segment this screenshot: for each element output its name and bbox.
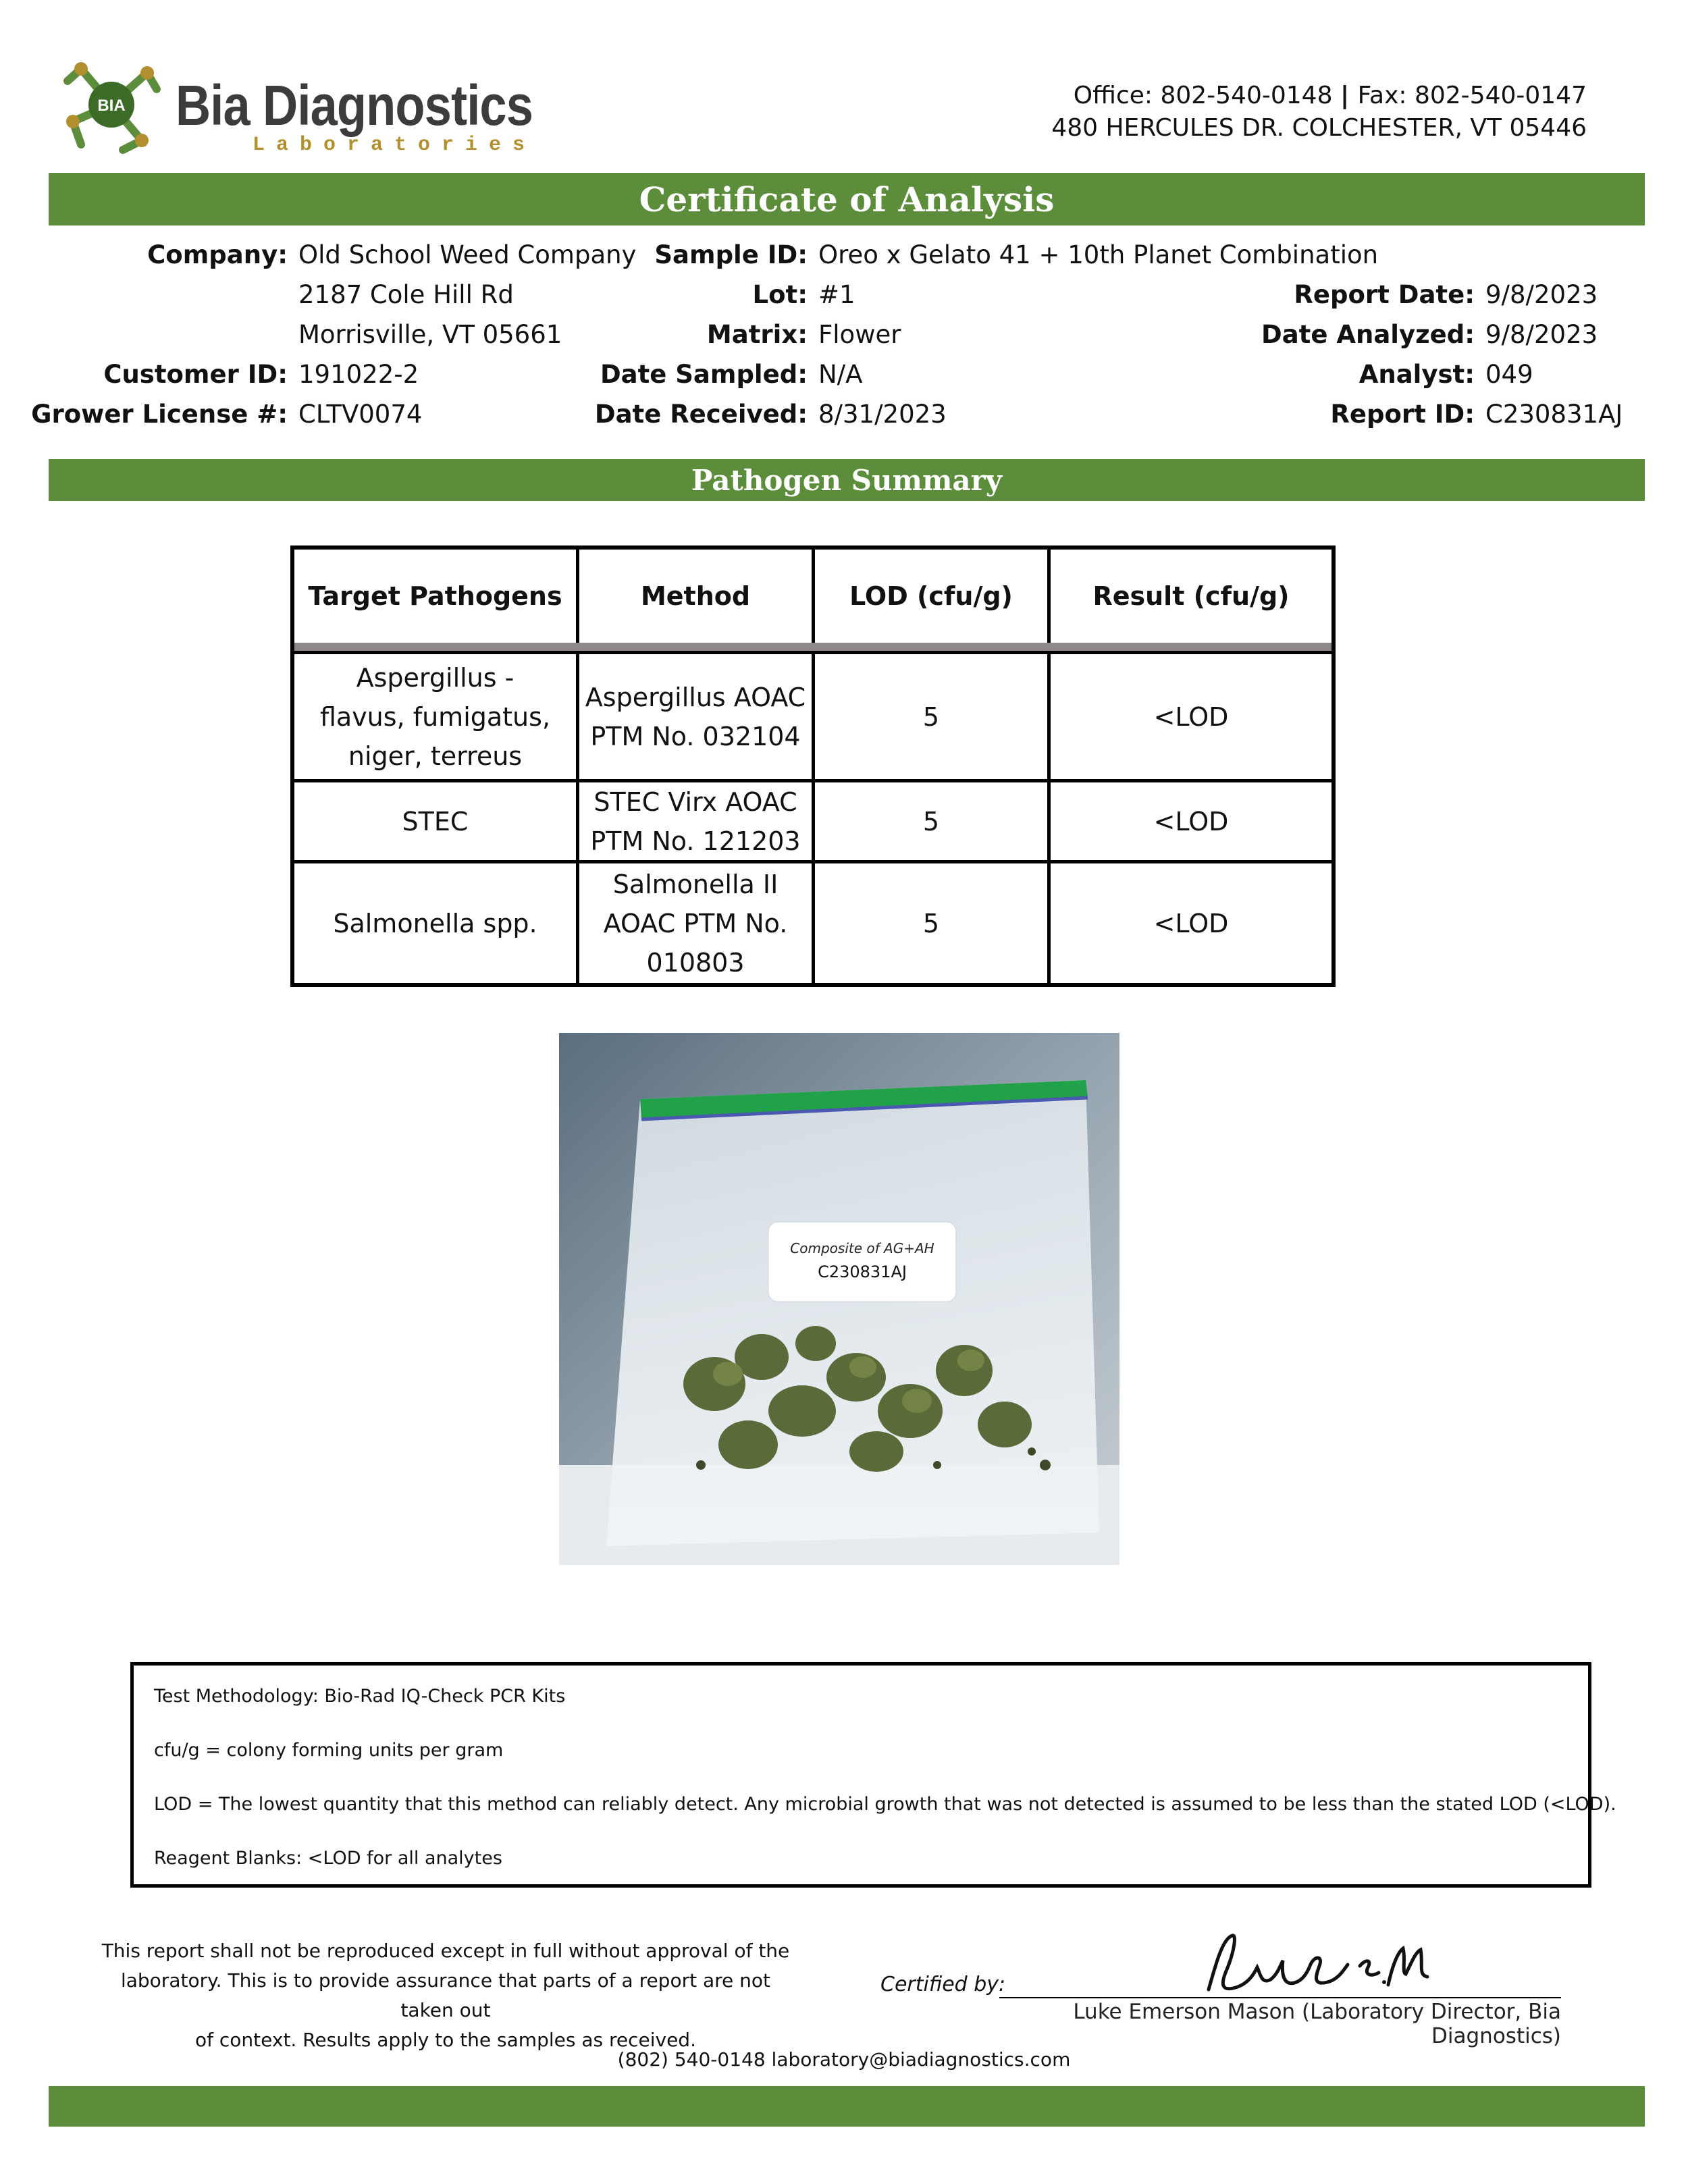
- method-line: PTM No. 121203: [590, 826, 801, 856]
- header-lod: LOD (cfu/g): [849, 581, 1013, 611]
- analyst: 049: [1485, 360, 1533, 389]
- pathogen-line: niger, terreus: [348, 741, 523, 771]
- logo-name: Bia Diagnostics: [176, 74, 533, 137]
- logo-badge-text: BIA: [97, 97, 126, 115]
- customer-id: 191022-2: [298, 360, 419, 389]
- method-line: 010803: [646, 947, 745, 978]
- disclaimer-line: This report shall not be reproduced except in full without approval of the: [101, 1940, 790, 1962]
- date-sampled: N/A: [818, 360, 863, 389]
- signature-image: [1195, 1925, 1438, 2000]
- note-cfu-definition: cfu/g = colony forming units per gram: [154, 1740, 504, 1761]
- company-city: Morrisville, VT 05661: [298, 320, 562, 349]
- date-received-label: Date Received:: [594, 400, 808, 429]
- table-row-result: <LOD: [1153, 806, 1229, 836]
- header-result: Result (cfu/g): [1092, 581, 1290, 611]
- note-test-methodology: Test Methodology: Bio-Rad IQ-Check PCR Kits: [154, 1686, 566, 1707]
- bag-label-line2: C230831AJ: [818, 1262, 907, 1281]
- note-lod-definition: LOD = The lowest quantity that this method can reliably detect. Any microbial growth that was not detected is assumed to be less than the stated LOD (<LOD).: [154, 1794, 1616, 1815]
- office-address: 480 HERCULES DR. COLCHESTER, VT 05446: [1051, 114, 1587, 142]
- customer-id-label: Customer ID:: [103, 360, 288, 389]
- phone-fax-line: [1051, 80, 1587, 112]
- date-analyzed-label: Date Analyzed:: [1261, 320, 1475, 349]
- pathogen-table: [290, 545, 1336, 987]
- office-phone: Office: 802-540-0148: [1073, 82, 1333, 109]
- sample-photo: [559, 1033, 1119, 1565]
- analyst-label: Analyst:: [1359, 360, 1475, 389]
- footer-contact: (802) 540-0148 laboratory@biadiagnostics.com: [617, 2048, 1071, 2071]
- office-fax: Fax: 802-540-0147: [1357, 82, 1587, 109]
- company-logo: [47, 47, 537, 162]
- method-line: STEC Virx AOAC: [594, 787, 797, 817]
- signer-name: Luke Emerson Mason (Laboratory Director, Bia Diagnostics): [1073, 2000, 1561, 2048]
- footer-band: [49, 2086, 1645, 2127]
- table-row-result: <LOD: [1153, 908, 1229, 938]
- method-line: AOAC PTM No.: [603, 908, 788, 938]
- table-row-result: <LOD: [1153, 701, 1229, 732]
- signature-line: [999, 1997, 1561, 1998]
- pathogen-line: flavus, fumigatus,: [319, 701, 551, 732]
- report-id-label: Report ID:: [1330, 400, 1475, 429]
- date-received: 8/31/2023: [818, 400, 947, 429]
- table-row-method: [579, 654, 812, 779]
- disclaimer: [95, 1936, 797, 2055]
- table-row-method: [579, 782, 812, 860]
- table-row-pathogen: Salmonella spp.: [333, 908, 537, 938]
- table-row-lod: 5: [922, 908, 940, 938]
- sample-id: Oreo x Gelato 41 + 10th Planet Combination: [818, 240, 1379, 269]
- header-method: Method: [640, 581, 751, 611]
- molecule-logo-icon: [61, 54, 162, 155]
- company-street: 2187 Cole Hill Rd: [298, 280, 514, 309]
- grower-license: CLTV0074: [298, 400, 423, 429]
- table-row-method: [579, 863, 812, 983]
- certificate-title-band: Certificate of Analysis: [49, 173, 1645, 225]
- sample-id-label: Sample ID:: [654, 240, 808, 269]
- date-sampled-label: Date Sampled:: [600, 360, 808, 389]
- separator: |: [1340, 82, 1358, 109]
- matrix-label: Matrix:: [706, 320, 808, 349]
- lot: #1: [818, 280, 855, 309]
- certified-by-label: Certified by:: [880, 1973, 1006, 1996]
- table-row-pathogen: STEC: [402, 806, 469, 836]
- disclaimer-line: of context. Results apply to the samples as received.: [195, 2029, 696, 2051]
- sample-bag-image: [559, 1033, 1119, 1565]
- method-line: PTM No. 032104: [590, 721, 801, 751]
- pathogen-line: Aspergillus -: [356, 662, 515, 693]
- matrix: Flower: [818, 320, 901, 349]
- office-contact: [1051, 80, 1587, 144]
- disclaimer-line: laboratory. This is to provide assurance that parts of a report are not taken out: [120, 1969, 771, 2021]
- lot-label: Lot:: [752, 280, 808, 309]
- report-id: C230831AJ: [1485, 400, 1623, 429]
- note-reagent-blanks: Reagent Blanks: <LOD for all analytes: [154, 1848, 502, 1869]
- table-row-lod: 5: [922, 701, 940, 732]
- date-analyzed: 9/8/2023: [1485, 320, 1598, 349]
- report-date: 9/8/2023: [1485, 280, 1598, 309]
- pathogen-summary-band: Pathogen Summary: [49, 459, 1645, 501]
- company-name: Old School Weed Company: [298, 240, 637, 269]
- table-row-lod: 5: [922, 806, 940, 836]
- logo-subtitle: Laboratories: [253, 134, 537, 157]
- bag-label-line1: Composite of AG+AH: [790, 1240, 934, 1256]
- methodology-notes: [130, 1662, 1616, 1888]
- company-label: Company:: [147, 240, 288, 269]
- method-line: Salmonella II: [612, 869, 779, 899]
- report-date-label: Report Date:: [1294, 280, 1475, 309]
- grower-license-label: Grower License #:: [31, 400, 288, 429]
- table-row-pathogen: [294, 654, 576, 779]
- header-target-pathogens: Target Pathogens: [308, 581, 562, 611]
- method-line: Aspergillus AOAC: [585, 682, 806, 712]
